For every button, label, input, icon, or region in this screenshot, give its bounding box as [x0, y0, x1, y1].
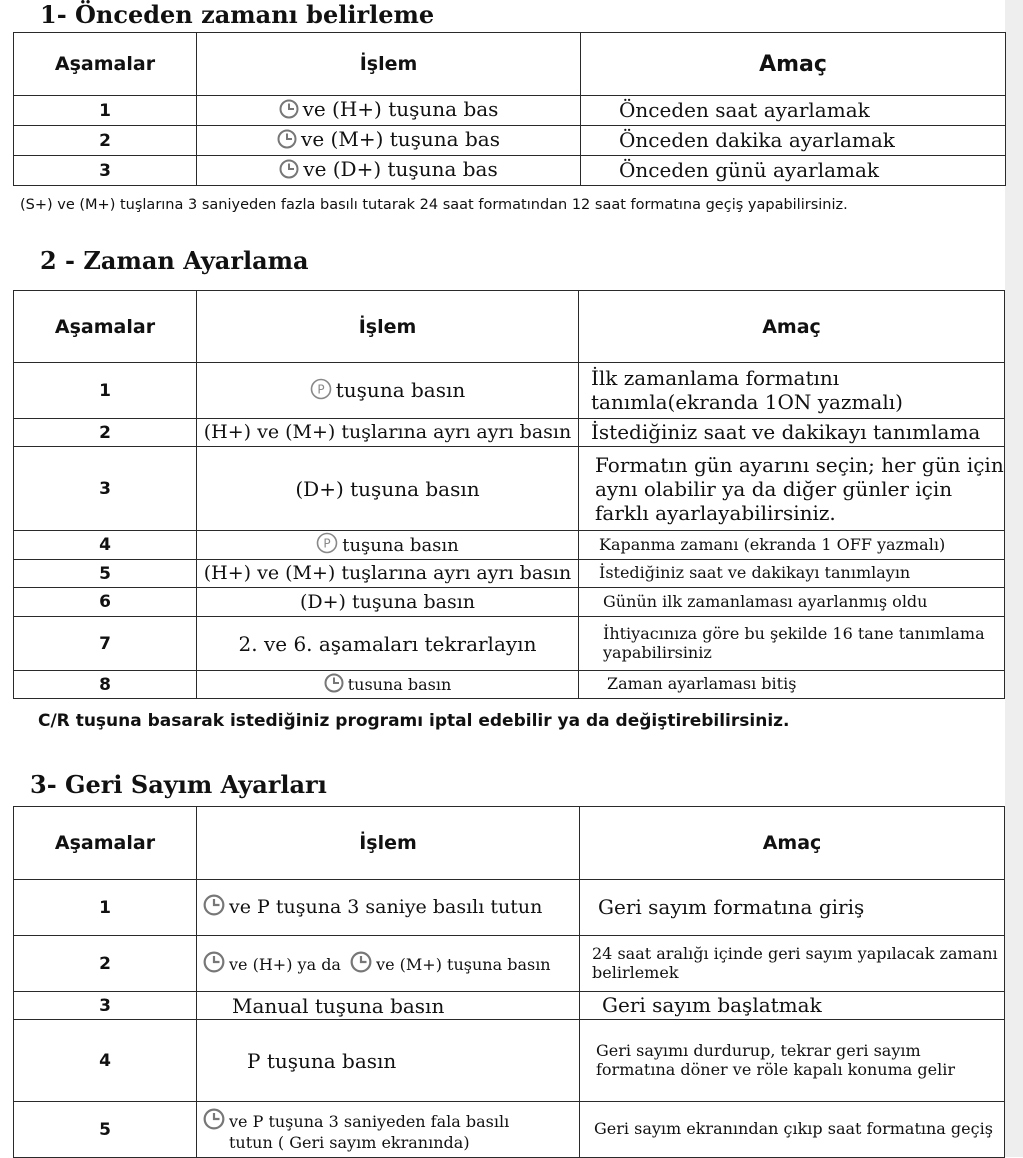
col-header-operation: İşlem [197, 807, 580, 880]
operation-text: ve (M+) tuşuna bas [301, 127, 500, 151]
col-header-purpose: Amaç [580, 807, 1005, 880]
table-row [14, 617, 1005, 671]
operation-text: ve (D+) tuşuna bas [303, 157, 498, 181]
operation-text: tuşuna basın [335, 377, 466, 402]
operation-text: ve P tuşuna 3 saniyeden fala basılı [229, 1111, 510, 1131]
purpose-cell: İhtiyacınıza göre bu şekilde 16 tane tanımlama yapabilirsiniz [579, 617, 1005, 671]
operation-cell: (D+) tuşuna basın [197, 588, 579, 617]
purpose-cell: İstediğiniz saat ve dakikayı tanımlayın [579, 560, 1005, 588]
step-number: 5 [14, 560, 197, 588]
table-row [14, 880, 1005, 936]
step-number: 3 [14, 992, 197, 1020]
operation-cell: P tuşuna basın [197, 1020, 580, 1102]
step-number: 2 [14, 126, 197, 156]
clock-icon [279, 159, 299, 183]
section3-title: 3- Geri Sayım Ayarları [30, 770, 327, 799]
table-row [14, 1020, 1005, 1102]
col-header-purpose: Amaç [579, 291, 1005, 363]
page-margin [1005, 0, 1023, 1157]
purpose-cell: Geri sayım formatına giriş [580, 880, 1005, 936]
operation-cell [197, 363, 579, 419]
purpose-cell: Günün ilk zamanlaması ayarlanmış oldu [579, 588, 1005, 617]
section1-title: 1- Önceden zamanı belirleme [40, 0, 435, 29]
step-number: 7 [14, 617, 197, 671]
operation-cell: (H+) ve (M+) tuşlarına ayrı ayrı basın [197, 560, 579, 588]
operation-cell [197, 936, 580, 992]
svg-text:P: P [317, 382, 325, 396]
purpose-cell: Geri sayım ekranından çıkıp saat formatına geçiş [580, 1102, 1005, 1158]
operation-text: tusuna basın [347, 674, 452, 694]
operation-cell [197, 880, 580, 936]
operation-text: ve P tuşuna 3 saniye basılı tutun [229, 896, 543, 919]
purpose-cell: İlk zamanlama formatını tanımla(ekranda 1ON yazmalı) [579, 363, 1005, 419]
table-row [14, 363, 1005, 419]
operation-cell: 2. ve 6. aşamaları tekrarlayın [197, 617, 579, 671]
purpose-cell: 24 saat aralığı içinde geri sayım yapılacak zamanı belirlemek [580, 936, 1005, 992]
step-number: 1 [14, 96, 197, 126]
operation-text: ve (M+) tuşuna basın [376, 954, 551, 974]
purpose-cell: Önceden saat ayarlamak [581, 96, 1006, 126]
table-header-row [14, 33, 1006, 96]
table-row [14, 560, 1005, 588]
p-button-icon [310, 378, 332, 404]
section2-title: 2 - Zaman Ayarlama [40, 246, 309, 275]
purpose-cell: Zaman ayarlaması bitiş [579, 671, 1005, 699]
svg-text:P: P [323, 536, 331, 551]
step-number: 2 [14, 936, 197, 992]
table-row [14, 126, 1006, 156]
section3-table [13, 806, 1005, 1158]
section1-note: (S+) ve (M+) tuşlarına 3 saniyeden fazla basılı tutarak 24 saat formatından 12 saat formatına geçiş yapabilirsiniz. [20, 197, 848, 213]
table-row [14, 96, 1006, 126]
clock-icon [203, 951, 225, 977]
purpose-cell: Geri sayımı durdurup, tekrar geri sayım formatına döner ve röle kapalı konuma gelir [580, 1020, 1005, 1102]
table-row [14, 156, 1006, 186]
table-row [14, 531, 1005, 560]
p-button-icon [316, 532, 338, 559]
step-number: 1 [14, 880, 197, 936]
operation-text: ve (H+) tuşuna bas [302, 97, 499, 121]
clock-icon [350, 951, 372, 977]
purpose-cell: Formatın gün ayarını seçin; her gün için aynı olabilir ya da diğer günler için farklı ayarlayabilirsiniz. [579, 447, 1005, 531]
table-row [14, 1102, 1005, 1158]
table-row [14, 671, 1005, 699]
operation-cell: (D+) tuşuna basın [197, 447, 579, 531]
operation-cell [197, 531, 579, 560]
step-number: 5 [14, 1102, 197, 1158]
col-header-stage: Aşamalar [14, 807, 197, 880]
clock-icon [203, 1108, 225, 1134]
section2-table [13, 290, 1005, 699]
col-header-stage: Aşamalar [14, 291, 197, 363]
purpose-cell: İstediğiniz saat ve dakikayı tanımlama [579, 419, 1005, 447]
purpose-cell: Kapanma zamanı (ekranda 1 OFF yazmalı) [579, 531, 1005, 560]
operation-cell [197, 1102, 580, 1158]
operation-cell: Manual tuşuna basın [197, 992, 580, 1020]
clock-icon [279, 99, 299, 123]
step-number: 4 [14, 531, 197, 560]
table-row [14, 936, 1005, 992]
step-number: 3 [14, 156, 197, 186]
table-header-row [14, 807, 1005, 880]
clock-icon [277, 129, 297, 153]
col-header-purpose: Amaç [581, 33, 1006, 96]
operation-text: tuşuna basın [342, 534, 459, 556]
table-row [14, 419, 1005, 447]
operation-cell [197, 671, 579, 699]
section1-table [13, 32, 1006, 186]
table-row [14, 992, 1005, 1020]
purpose-cell: Önceden dakika ayarlamak [581, 126, 1006, 156]
purpose-cell: Önceden günü ayarlamak [581, 156, 1006, 186]
col-header-stage: Aşamalar [14, 33, 197, 96]
operation-cell: (H+) ve (M+) tuşlarına ayrı ayrı basın [197, 419, 579, 447]
step-number: 4 [14, 1020, 197, 1102]
table-row [14, 588, 1005, 617]
step-number: 2 [14, 419, 197, 447]
col-header-operation: İşlem [197, 291, 579, 363]
step-number: 8 [14, 671, 197, 699]
clock-icon [324, 673, 344, 697]
table-header-row [14, 291, 1005, 363]
operation-cell [197, 126, 581, 156]
step-number: 6 [14, 588, 197, 617]
purpose-cell: Geri sayım başlatmak [580, 992, 1005, 1020]
step-number: 1 [14, 363, 197, 419]
operation-cell [197, 96, 581, 126]
clock-icon [203, 894, 225, 921]
table-row [14, 447, 1005, 531]
operation-text: ve (H+) ya da [229, 954, 341, 974]
section2-note: C/R tuşuna basarak istediğiniz programı iptal edebilir ya da değiştirebilirsiniz. [38, 711, 790, 731]
operation-text: tutun ( Geri sayım ekranında) [229, 1132, 470, 1152]
step-number: 3 [14, 447, 197, 531]
operation-cell [197, 156, 581, 186]
col-header-operation: İşlem [197, 33, 581, 96]
